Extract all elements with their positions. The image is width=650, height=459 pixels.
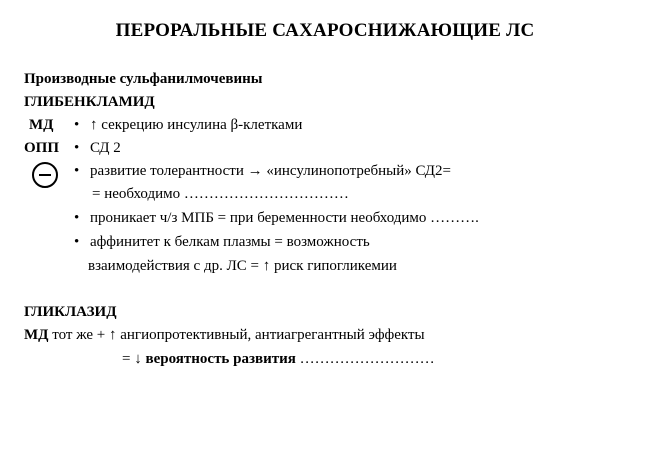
probability-prefix: = ↓	[122, 351, 146, 367]
tolerance-text-continued: = необходимо ……………………………	[92, 186, 349, 202]
tolerance-text: развитие толерантности → «инсулинопотребный» СД2=	[90, 163, 451, 179]
drug-name-gliclazide: ГЛИКЛАЗИД	[24, 304, 117, 320]
minus-circle-icon	[32, 162, 58, 188]
placenta-text: проникает ч/з МПБ = при беременности необходимо ……….	[90, 210, 479, 226]
bullet-marker: •	[74, 210, 80, 226]
probability-suffix: ………………………	[295, 351, 435, 367]
bullet-marker: •	[74, 140, 80, 156]
opp-label: ОПП	[24, 140, 60, 156]
md-text: ↑ секрецию инсулина β-клетками	[90, 117, 303, 133]
probability-bold-text: вероятность развития	[145, 351, 296, 367]
bullet-marker: •	[74, 234, 80, 250]
md-label: МД	[29, 117, 54, 133]
opp-text: СД 2	[90, 140, 121, 156]
affinity-text: аффинитет к белкам плазмы = возможность	[90, 234, 370, 250]
gliclazide-md-line	[24, 326, 425, 344]
drug-name-glibenclamide: ГЛИБЕНКЛАМИД	[24, 94, 155, 110]
affinity-text-continued: взаимодействия с др. ЛС = ↑ риск гипогликемии	[88, 258, 397, 274]
gliclazide-md-text: тот же + ↑ ангиопротективный, антиагрегантный эффекты	[48, 327, 425, 343]
bullet-marker: •	[74, 117, 80, 133]
bullet-marker: •	[74, 163, 80, 179]
section-subtitle: Производные сульфанилмочевины	[24, 71, 263, 87]
page-title: ПЕРОРАЛЬНЫЕ САХАРОСНИЖАЮЩИЕ ЛС	[115, 20, 535, 41]
gliclazide-probability-line	[122, 350, 435, 368]
gliclazide-md-label: МД	[24, 327, 49, 343]
